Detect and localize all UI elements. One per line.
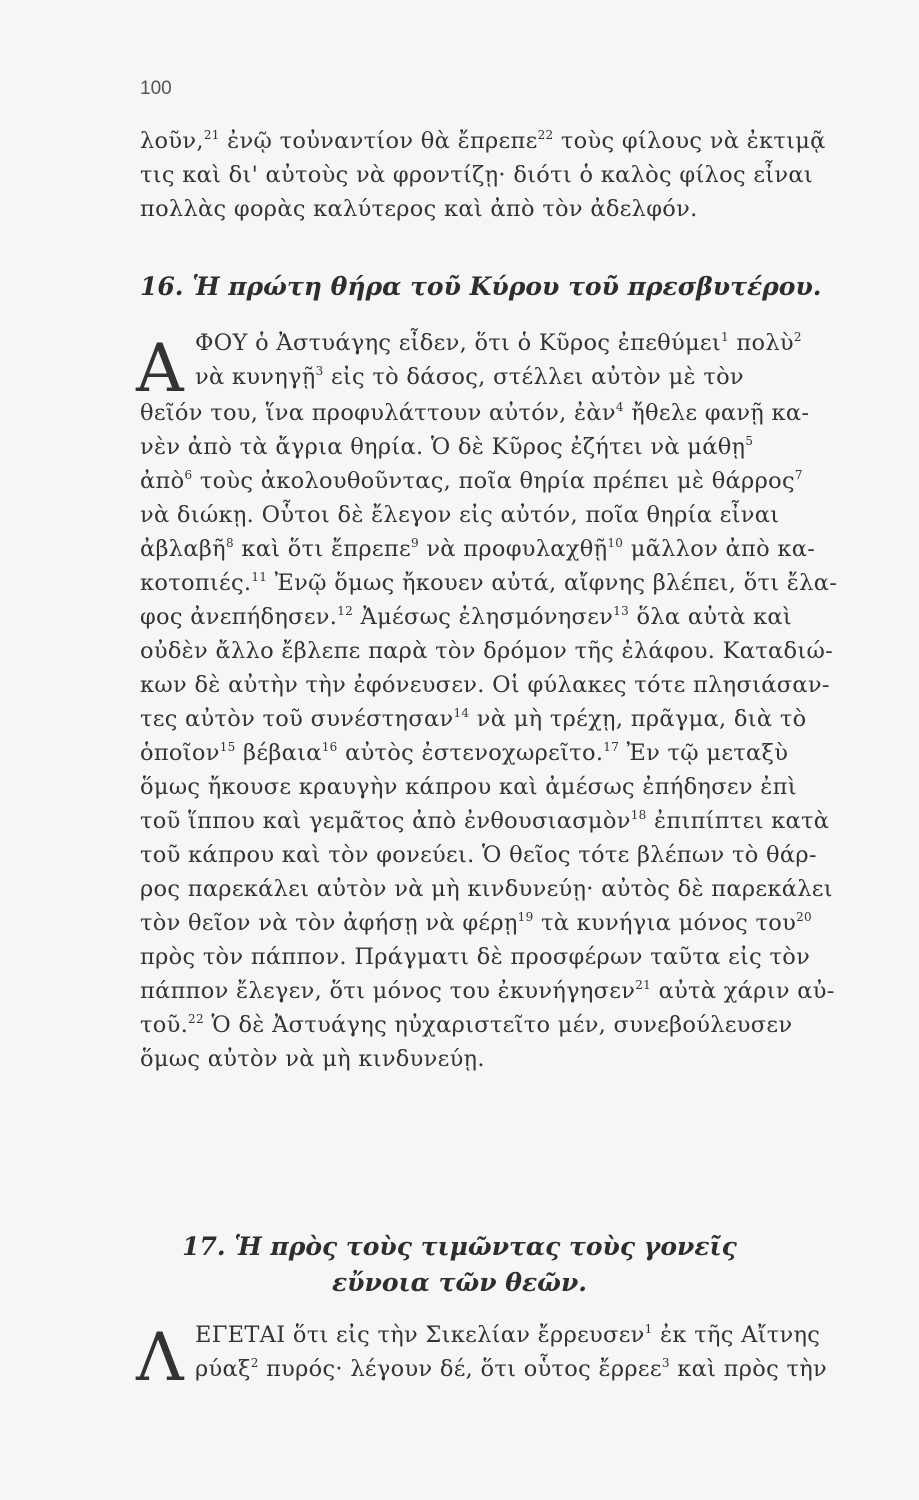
section-17-heading-line2: εὔνοια τῶν θεῶν. (331, 1268, 587, 1297)
text-line: πολλὰς φορὰς καλύτερος καὶ ἀπὸ τὸν ἀδελφόν. (140, 196, 698, 222)
text-line: φος ἀνεπήδησεν.$^{12}$ Ἀμέσως ἐλησμόνησεν$^{13}$ ὅλα αὐτὰ καὶ (140, 604, 792, 630)
text-line: λοῦν,$^{21}$ ἐνῷ τοὐναντίον θὰ ἔπρεπε$^{22}$ τοὺς φίλους νὰ ἐκτιμᾷ (140, 128, 826, 154)
text-line: οὐδὲν ἄλλο ἔβλεπε παρὰ τὸν δρόμον τῆς ἐλάφου. Καταδιώ- (140, 638, 834, 664)
text-line: νὲν ἀπὸ τὰ ἄγρια θηρία. Ὁ δὲ Κῦρος ἐζήτει νὰ μάθῃ$^5$ (140, 434, 754, 460)
text-line: ἀβλαβῆ$^8$ καὶ ὅτι ἔπρεπε$^9$ νὰ προφυλαχθῇ$^{10}$ μᾶλλον ἀπὸ κα- (140, 536, 816, 562)
section-16-heading: 16. Ἡ πρώτη θήρα τοῦ Κύρου τοῦ πρεσβυτέρου. (140, 272, 822, 301)
text-line: ὅμως ἤκουσε κραυγὴν κάπρου καὶ ἀμέσως ἐπήδησεν ἐπὶ (140, 774, 797, 800)
text-line: τις καὶ δι' αὐτοὺς νὰ φροντίζῃ· διότι ὁ καλὸς φίλος εἶναι (140, 162, 813, 188)
page-number: 100 (140, 78, 172, 99)
text-line: τοῦ κάπρου καὶ τὸν φονεύει. Ὁ θεῖος τότε βλέπων τὸ θάρ- (140, 842, 817, 868)
text-line: κοτοπιές.$^{11}$ Ἐνῷ ὅμως ἤκουεν αὐτά, αἴφνης βλέπει, ὅτι ἔλα- (140, 570, 838, 596)
text-line: τὸν θεῖον νὰ τὸν ἀφήσῃ νὰ φέρῃ$^{19}$ τὰ κυνήγια μόνος του$^{20}$ (140, 910, 812, 936)
text-line: κων δὲ αὐτὴν τὴν ἐφόνευσεν. Οἱ φύλακες τότε πλησιάσαν- (140, 672, 830, 698)
paragraph-16-body (140, 396, 892, 1076)
drop-cap-17: Λ (136, 1319, 184, 1396)
text-line: ΦΟΥ ὁ Ἀστυάγης εἶδεν, ὅτι ὁ Κῦρος ἐπεθύμει$^1$ πολὺ$^2$ (195, 330, 802, 356)
text-line: τοῦ.$^{22}$ Ὁ δὲ Ἀστυάγης ηὐχαριστεῖτο μέν, συνεβούλευσεν (140, 1012, 793, 1038)
text-line: νὰ διώκῃ. Οὗτοι δὲ ἔλεγον εἰς αὐτόν, ποῖα θηρία εἶναι (140, 502, 780, 528)
text-line: ρος παρεκάλει αὐτὸν νὰ μὴ κινδυνεύῃ· αὐτὸς δὲ παρεκάλει (140, 876, 833, 902)
text-line: νὰ κυνηγῇ$^3$ εἰς τὸ δάσος, στέλλει αὐτὸν μὲ τὸν (195, 364, 744, 390)
text-line: ὅμως αὐτὸν νὰ μὴ κινδυνεύῃ. (140, 1046, 485, 1072)
text-line: ρύαξ$^2$ πυρός· λέγουν δέ, ὅτι οὗτος ἔρρεε$^3$ καὶ πρὸς τὴν (195, 1356, 827, 1382)
paragraph-intro (140, 124, 892, 226)
section-17-heading-line1: 17. Ἡ πρὸς τοὺς τιμῶντας τοὺς γονεῖς (182, 1232, 737, 1261)
drop-cap-16: Α (136, 330, 184, 407)
text-line: θεῖόν του, ἵνα προφυλάττουν αὐτόν, ἐὰν$^4$ ἤθελε φανῇ κα- (140, 400, 810, 426)
paragraph-16-opening (140, 326, 892, 394)
paragraph-17-opening (140, 1318, 892, 1386)
text-line: πρὸς τὸν πάππον. Πράγματι δὲ προσφέρων ταῦτα εἰς τὸν (140, 944, 811, 970)
text-line: πάππον ἔλεγεν, ὅτι μόνος του ἐκυνήγησεν$^{21}$ αὐτὰ χάριν αὐ- (140, 978, 835, 1004)
text-line: τοῦ ἵππου καὶ γεμᾶτος ἀπὸ ἐνθουσιασμὸν$^{18}$ ἐπιπίπτει κατὰ (140, 808, 830, 834)
text-line: τες αὐτὸν τοῦ συνέστησαν$^{14}$ νὰ μὴ τρέχῃ, πρᾶγμα, διὰ τὸ (140, 706, 807, 732)
text-line: ὁποῖον$^{15}$ βέβαια$^{16}$ αὐτὸς ἐστενοχωρεῖτο.$^{17}$ Ἐν τῷ μεταξὺ (140, 740, 789, 766)
text-line: ἀπὸ$^6$ τοὺς ἀκολουθοῦντας, ποῖα θηρία πρέπει μὲ θάρρος$^7$ (140, 468, 803, 494)
text-line: ΕΓΕΤΑΙ ὅτι εἰς τὴν Σικελίαν ἔρρευσεν$^1$ ἐκ τῆς Αἴτνης (195, 1322, 821, 1348)
